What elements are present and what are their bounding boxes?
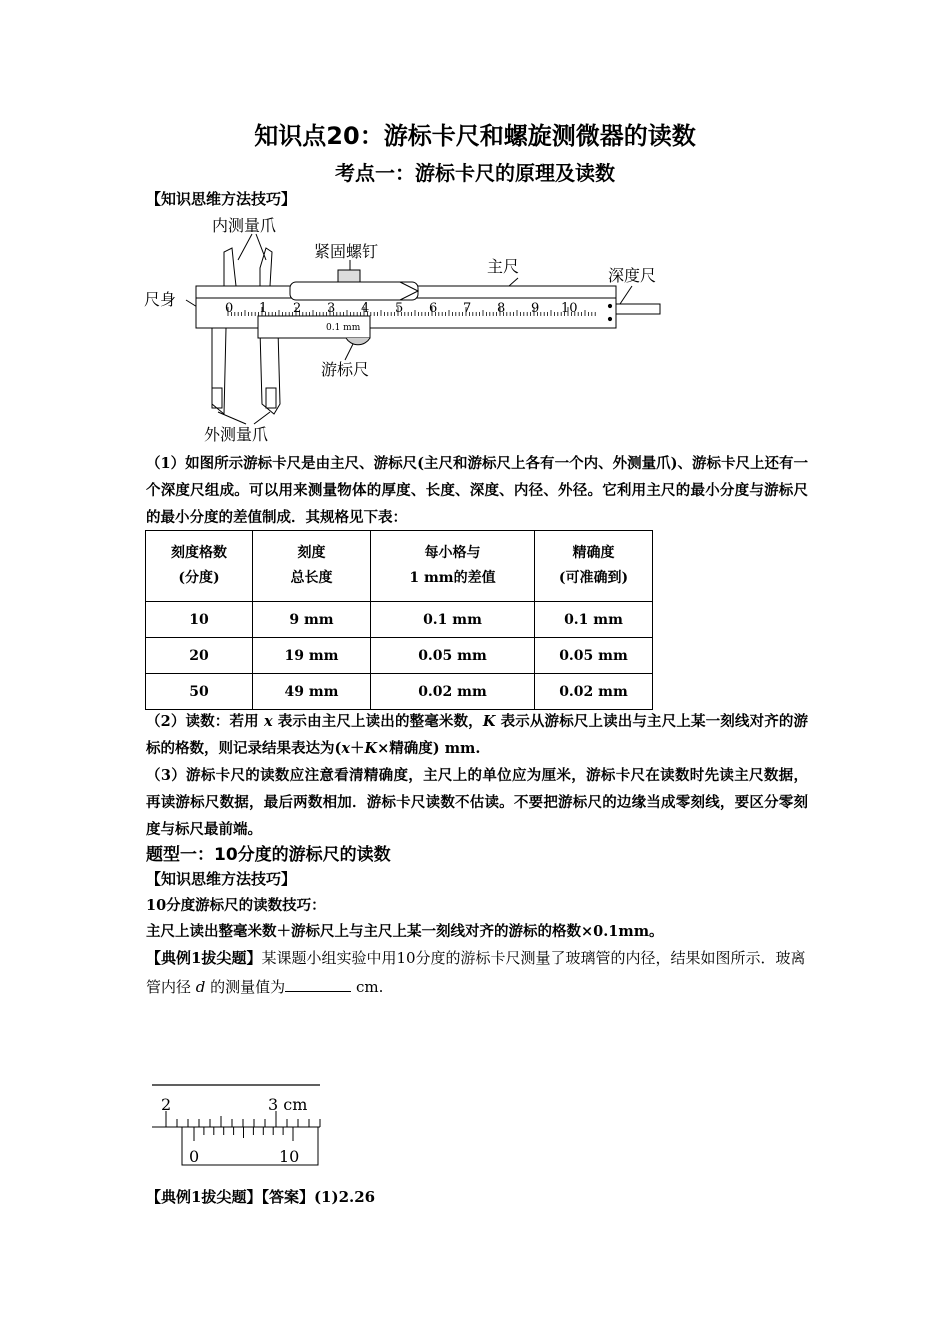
method-label-2: 【知识思维方法技巧】 <box>146 870 297 888</box>
vernier-ten: 10 <box>279 1147 300 1166</box>
table-row: 50 49 mm 0.02 mm 0.02 mm <box>146 674 653 710</box>
spec-table: 刻度格数 (分度) 刻度 总长度 每小格与 1 mm的差值 精确度 (可准确到) 10 9 mm 0.1 mm 0.1 mm 20 19 mm 0.05 mm 0.05 mm 50 49 mm 0.02 mm 0.02 mm <box>145 530 653 710</box>
main-scale-number: 2 <box>293 301 302 316</box>
main-scale-label: 主尺 <box>487 257 520 276</box>
vernier-label: 游标尺 <box>321 360 370 379</box>
method-label: 【知识思维方法技巧】 <box>146 190 297 208</box>
table-row: 20 19 mm 0.05 mm 0.05 mm <box>146 638 653 674</box>
example-question: 【典例1拔尖题】某课题小组实验中用10分度的游标卡尺测量了玻璃管的内径，结果如图所示．玻离管内径 d 的测量值为 cm. <box>146 949 806 996</box>
vernier-reading-diagram <box>148 1080 328 1172</box>
main-scale-number: 10 <box>561 301 578 316</box>
tip-body: 主尺上读出整毫米数＋游标尺上与主尺上某一刻线对齐的游标的格数×0.1mm。 <box>146 923 664 940</box>
paragraph-2: （2）读数：若用 x 表示由主尺上读出的整毫米数，K 表示从游标尺上读出与主尺上某一刻线对齐的游标的格数，则记录结果表达为(x＋K×精确度) mm. <box>146 713 809 757</box>
main-scale-number: 5 <box>395 301 404 316</box>
main-scale-number: 4 <box>361 301 370 316</box>
main-scale-number: 9 <box>531 301 540 316</box>
section-subtitle: 考点一：游标卡尺的原理及读数 <box>335 161 615 185</box>
main-scale-number: 8 <box>497 301 506 316</box>
answer-blank <box>285 973 351 992</box>
vernier-caliper-diagram <box>140 208 670 448</box>
main-scale-number: 0 <box>225 301 234 316</box>
body-label: 尺身 <box>144 290 177 309</box>
main-scale-3cm: 3 cm <box>268 1095 308 1114</box>
tip-title: 10分度游标尺的读数技巧： <box>146 897 326 914</box>
vernier-zero: 0 <box>189 1147 200 1166</box>
main-scale-number: 7 <box>463 301 472 316</box>
screw-label: 紧固螺钉 <box>314 242 379 261</box>
paragraph-1: （1）如图所示游标卡尺是由主尺、游标尺(主尺和游标尺上各有一个内、外测量爪)、游标卡尺上还有一个深度尺组成。可以用来测量物体的厚度、长度、深度、内径、外径。它利用主尺的最小分度与游标尺的最小分度的差值制成．其规格见下表： <box>146 455 808 526</box>
paragraph-3: （3）游标卡尺的读数应注意看清精确度，主尺上的单位应为厘米，游标卡尺在读数时先读主尺数据，再读游标尺数据，最后两数相加．游标卡尺读数不估读。不要把游标尺的边缘当成零刻线，要区分零刻度与标尺最前端。 <box>146 767 808 838</box>
outer-jaw-label: 外测量爪 <box>204 425 269 444</box>
main-scale-number: 1 <box>259 301 268 316</box>
depth-gauge-label: 深度尺 <box>608 266 657 285</box>
answer-line: 【典例1拔尖题】【答案】(1)2.26 <box>146 1188 376 1206</box>
main-scale-number: 3 <box>327 301 336 316</box>
inner-jaw-label: 内测量爪 <box>212 216 277 235</box>
main-scale-number: 6 <box>429 301 438 316</box>
main-scale-2: 2 <box>161 1095 172 1114</box>
precision-label: 0.1 mm <box>326 323 361 333</box>
table-row: 10 9 mm 0.1 mm 0.1 mm <box>146 602 653 638</box>
page-title: 知识点20：游标卡尺和螺旋测微器的读数 <box>254 122 696 150</box>
question-type-heading: 题型一：10分度的游标尺的读数 <box>146 845 391 865</box>
